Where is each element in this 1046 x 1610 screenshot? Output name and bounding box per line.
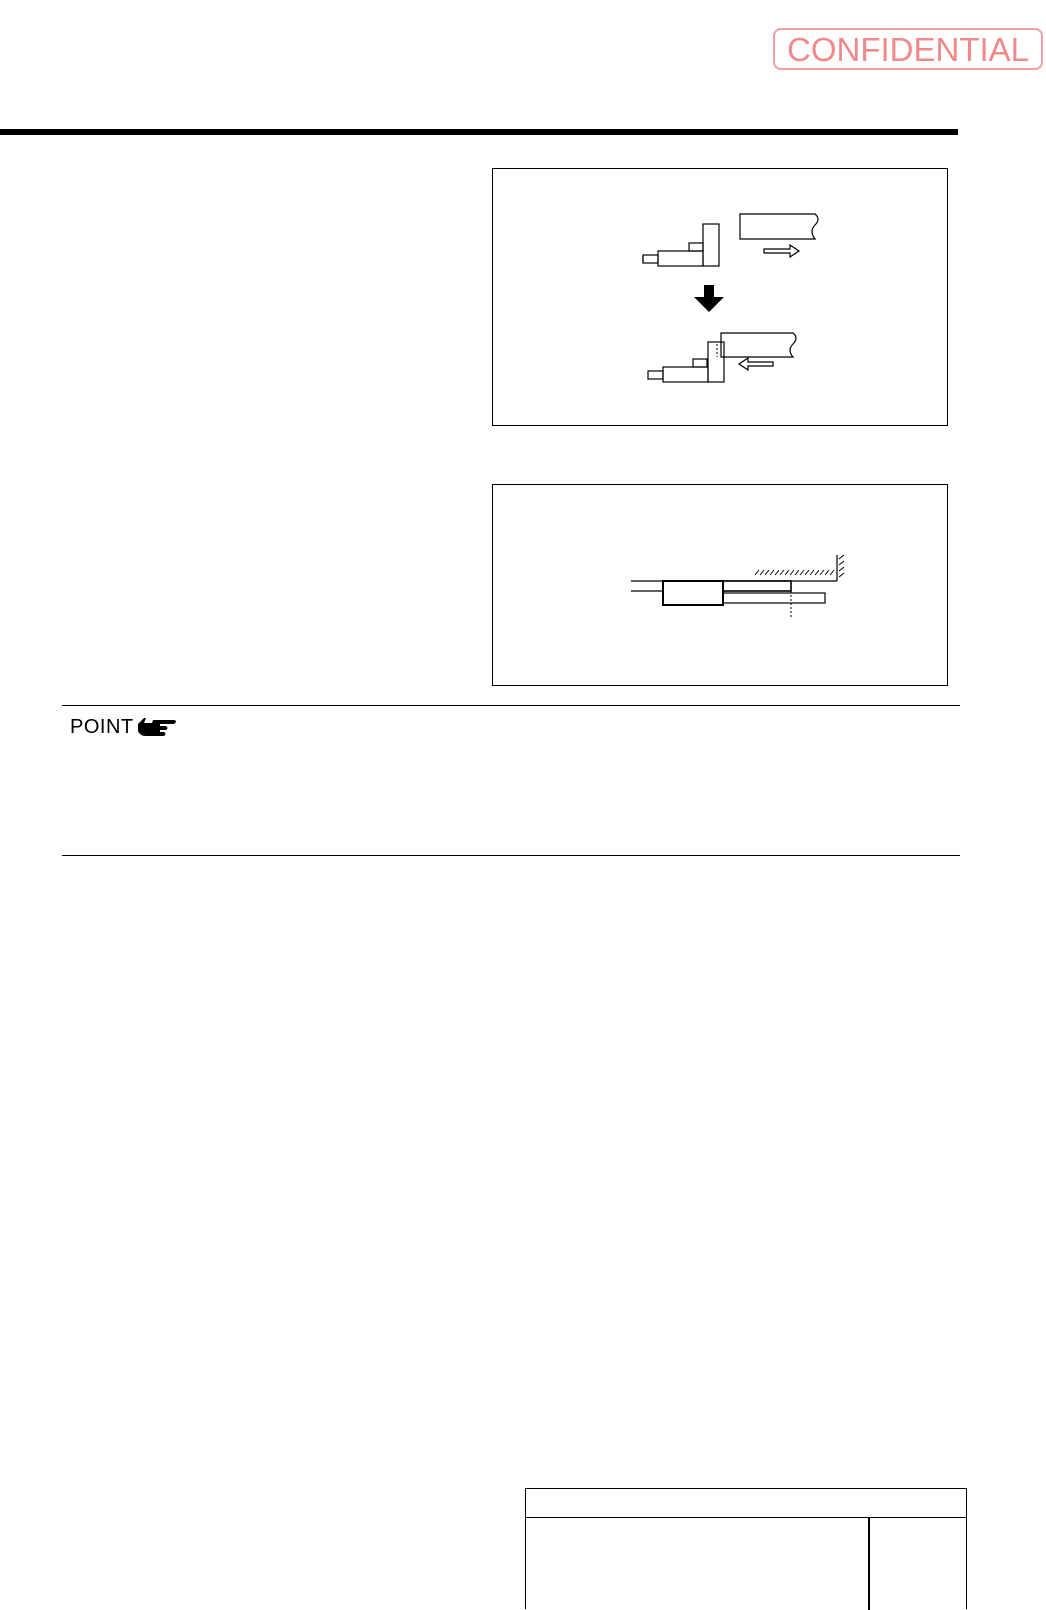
sensor-top [689,243,703,251]
rod-top [643,255,658,263]
rod-bottom [648,371,663,379]
footer-table-header-row [526,1489,966,1518]
point-heading [70,714,180,740]
pointing-hand-icon [136,714,180,740]
point-box-bottom-rule [62,855,960,856]
workpiece-rail [723,593,825,603]
open-arrow-left-icon [739,358,773,370]
stopper-section-diagram [493,485,949,687]
stopper-plate [723,581,791,591]
workpiece-bottom [721,333,796,357]
point-box-top-rule [62,705,960,706]
point-label: POINT [70,716,134,738]
sensor-bottom [693,359,707,367]
cylinder-body [663,581,723,605]
stopper-plate-top [703,224,719,266]
workpiece-top [740,214,818,239]
figure-hand-stopper [492,168,948,426]
figure-stopper-section [492,484,948,686]
down-arrow-icon [694,285,724,312]
open-arrow-right-icon [764,245,799,257]
confidential-stamp: CONFIDENTIAL [773,28,1043,70]
footer-table-divider [868,1518,870,1610]
footer-revision-table [525,1488,967,1609]
cylinder-body-bottom [663,367,708,382]
cylinder-body-top [658,251,703,266]
hand-stopper-diagram [493,169,949,427]
header-rule [0,129,958,135]
